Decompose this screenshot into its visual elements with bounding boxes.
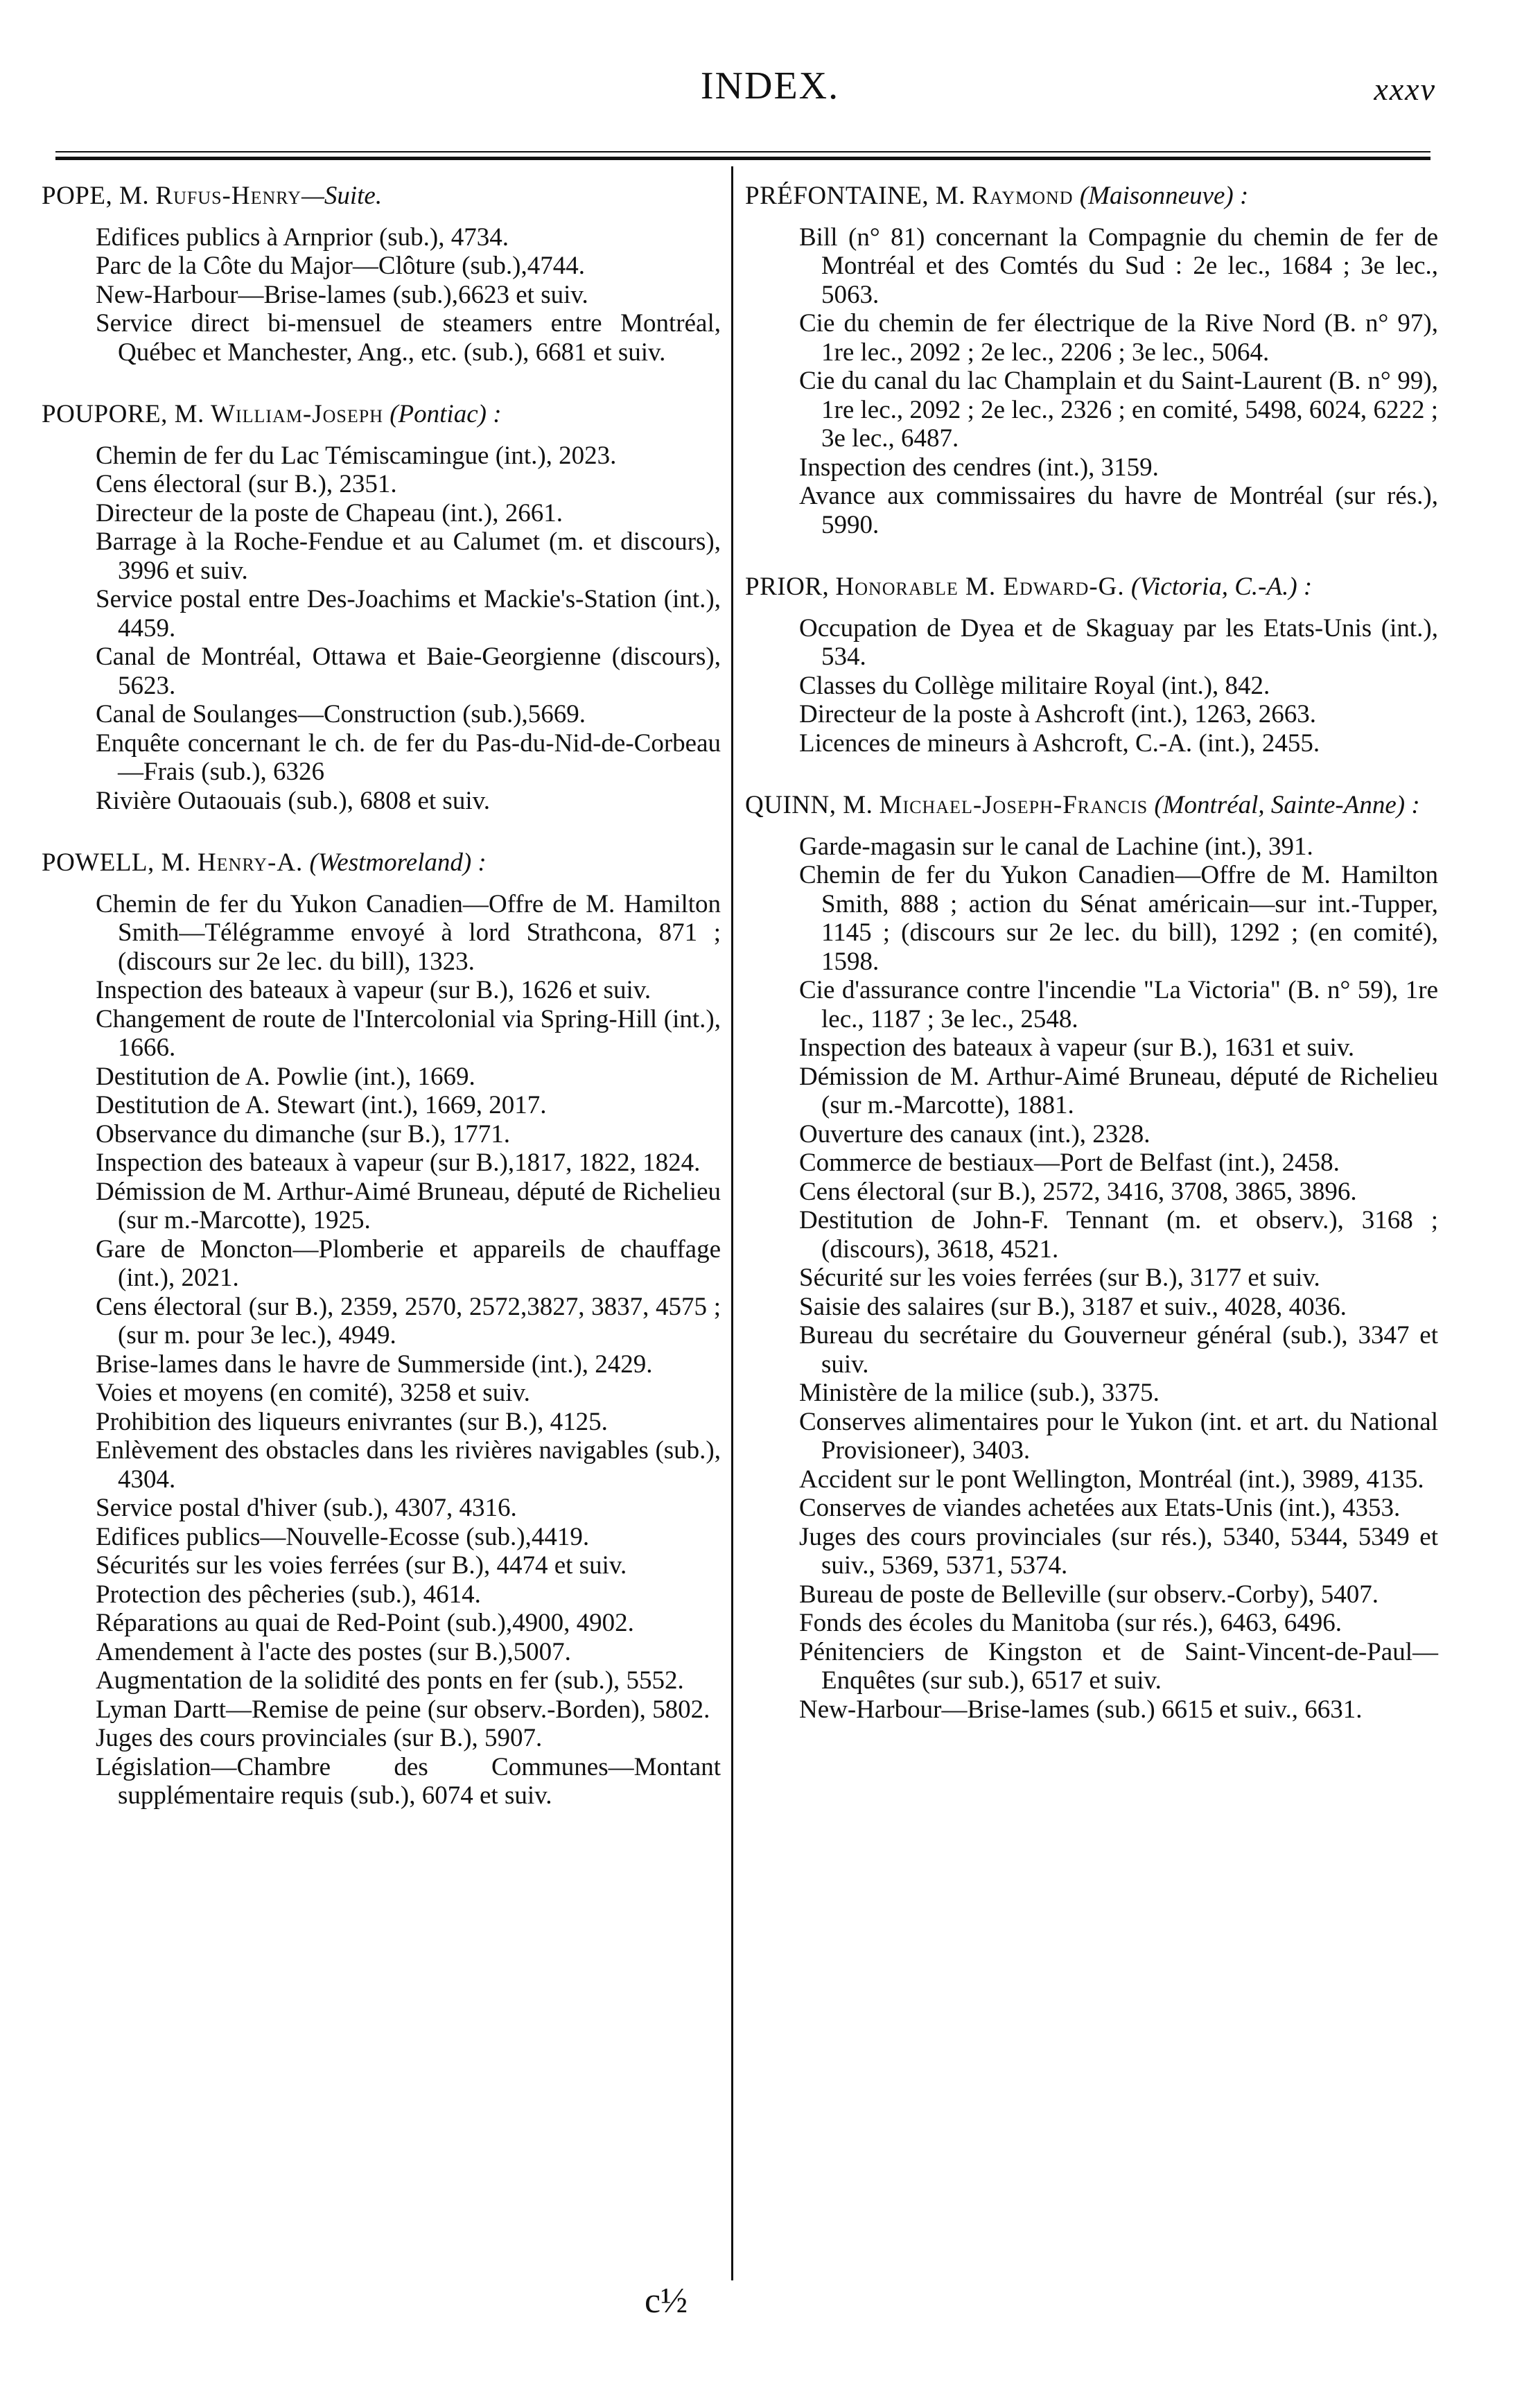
index-item: Inspection des bateaux à vapeur (sur B.), 1626 et suiv. (96, 976, 651, 1004)
continued-marker: —Suite. (301, 182, 383, 210)
index-item: Voies et moyens (en comité), 3258 et suiv. (96, 1379, 530, 1407)
entry-heading (745, 791, 1438, 820)
member-given-name: Raymond (972, 182, 1074, 210)
member-riding: (Pontiac) : (390, 400, 502, 428)
index-entry (42, 848, 721, 1810)
index-item: Canal de Soulanges—Construction (sub.),5669. (96, 700, 586, 728)
index-item: Juges des cours provinciales (sur rés.), 5340, 5344, 5349 et suiv., 5369, 5371, 5374. (799, 1522, 1438, 1580)
member-surname: POWELL, M. (42, 848, 191, 877)
entry-heading (42, 182, 721, 211)
index-item: Fonds des écoles du Manitoba (sur rés.), 6463, 6496. (799, 1609, 1342, 1637)
index-item: Accident sur le pont Wellington, Montréal (int.), 3989, 4135. (799, 1465, 1424, 1494)
column-divider (731, 166, 733, 2280)
index-item: Destitution de A. Powlie (int.), 1669. (96, 1062, 475, 1091)
index-item: Occupation de Dyea et de Skaguay par les Etats-Unis (int.), 534. (799, 613, 1438, 671)
index-item: Augmentation de la solidité des ponts en fer (sub.), 5552. (96, 1666, 684, 1695)
member-surname: POPE, M. (42, 182, 150, 210)
index-item: Prohibition des liqueurs enivrantes (sur B.), 4125. (96, 1407, 608, 1436)
entry-heading (745, 182, 1438, 211)
index-item: Cens électoral (sur B.), 2572, 3416, 3708, 3865, 3896. (799, 1177, 1357, 1206)
index-item: Amendement à l'acte des postes (sur B.),5007. (96, 1637, 571, 1666)
index-item: Bureau du secrétaire du Gouverneur général (sub.), 3347 et suiv. (799, 1321, 1438, 1379)
index-item: Bureau de poste de Belleville (sur observ.-Corby), 5407. (799, 1580, 1379, 1609)
index-item: Licences de mineurs à Ashcroft, C.-A. (int.), 2455. (799, 728, 1320, 758)
index-entry (42, 400, 721, 815)
member-given-name: Michael-Joseph-Francis (879, 791, 1148, 819)
member-surname: PRIOR, (745, 573, 830, 601)
index-item: Service direct bi-mensuel de steamers entre Montréal, Québec et Manchester, Ang., etc. (sub.), 6681 et suiv. (96, 309, 721, 367)
index-item: Pénitenciers de Kingston et de Saint-Vincent-de-Paul—Enquêtes (sur sub.), 6517 et suiv. (799, 1637, 1438, 1695)
index-item: Cie d'assurance contre l'incendie "La Victoria" (B. n° 59), 1re lec., 1187 ; 3e lec., 2548. (799, 976, 1438, 1033)
index-item: Inspection des bateaux à vapeur (sur B.),1817, 1822, 1824. (96, 1149, 701, 1177)
index-entry (745, 182, 1438, 539)
index-item: Gare de Moncton—Plomberie et appareils de chauffage (int.), 2021. (96, 1234, 721, 1292)
entry-heading (42, 848, 721, 878)
index-item: Enlèvement des obstacles dans les rivières navigables (sub.), 4304. (96, 1436, 721, 1494)
member-riding: (Victoria, C.-A.) : (1130, 573, 1313, 601)
member-surname: PRÉFONTAINE, M. (745, 182, 966, 210)
index-item: Destitution de A. Stewart (int.), 1669, 2017. (96, 1091, 547, 1119)
index-item: Cens électoral (sur B.), 2351. (96, 470, 397, 498)
page-header (0, 0, 1540, 125)
index-item: Ministère de la milice (sub.), 3375. (799, 1379, 1160, 1407)
index-item: Démission de M. Arthur-Aimé Bruneau, député de Richelieu (sur m.-Marcotte), 1881. (799, 1062, 1438, 1119)
index-item: Sécurités sur les voies ferrées (sur B.), 4474 et suiv. (96, 1551, 627, 1580)
index-item: Observance du dimanche (sur B.), 1771. (96, 1119, 510, 1149)
index-item: Réparations au quai de Red-Point (sub.),4900, 4902. (96, 1609, 634, 1637)
index-item: Législation—Chambre des Communes—Montant supplémentaire requis (sub.), 6074 et suiv. (96, 1752, 721, 1810)
index-item: Cie du canal du lac Champlain et du Saint-Laurent (B. n° 99), 1re lec., 2092 ; 2e lec., 2326 ; en comité, 5498, 6024, 6222 ; 3e lec., 6487. (799, 367, 1438, 453)
index-item: Edifices publics—Nouvelle-Ecosse (sub.),4419. (96, 1522, 590, 1551)
header-rule-thick (55, 157, 1430, 160)
index-item: Conserves alimentaires pour le Yukon (int. et art. du National Provisioneer), 3403. (799, 1407, 1438, 1465)
index-item: Inspection des cendres (int.), 3159. (799, 453, 1159, 482)
index-item: Service postal entre Des-Joachims et Mackie's-Station (int.), 4459. (96, 585, 721, 643)
index-item: Commerce de bestiaux—Port de Belfast (int.), 2458. (799, 1149, 1340, 1177)
index-item: Démission de M. Arthur-Aimé Bruneau, député de Richelieu (sur m.-Marcotte), 1925. (96, 1177, 721, 1234)
member-given-name: Henry-A. (197, 848, 304, 877)
index-item: Protection des pêcheries (sub.), 4614. (96, 1580, 481, 1609)
index-item: Sécurité sur les voies ferrées (sur B.), 3177 et suiv. (799, 1264, 1320, 1292)
index-item: Enquête concernant le ch. de fer du Pas-du-Nid-de-Corbeau—Frais (sub.), 6326 (96, 728, 721, 786)
index-item: New-Harbour—Brise-lames (sub.) 6615 et suiv., 6631. (799, 1695, 1363, 1724)
index-item: Service postal d'hiver (sub.), 4307, 4316. (96, 1494, 517, 1522)
member-riding: (Montréal, Sainte-Anne) : (1154, 791, 1420, 819)
index-item: New-Harbour—Brise-lames (sub.),6623 et suiv. (96, 280, 588, 309)
index-item: Directeur de la poste de Chapeau (int.), 2661. (96, 498, 563, 527)
index-entry (42, 182, 721, 367)
entry-item-list (42, 890, 721, 1810)
entry-heading (745, 573, 1438, 602)
index-item: Chemin de fer du Lac Témiscamingue (int.), 2023. (96, 441, 617, 470)
left-column (42, 182, 721, 1844)
entry-item-list (42, 223, 721, 367)
index-item: Canal de Montréal, Ottawa et Baie-Georgienne (discours), 5623. (96, 643, 721, 700)
index-item: Rivière Outaouais (sub.), 6808 et suiv. (96, 786, 490, 815)
index-item: Classes du Collège militaire Royal (int.), 842. (799, 671, 1270, 700)
page-title: INDEX. (700, 64, 840, 107)
member-surname: POUPORE, M. (42, 400, 204, 428)
index-entry (745, 791, 1438, 1724)
index-item: Juges des cours provinciales (sur B.), 5907. (96, 1724, 543, 1752)
entry-item-list (42, 442, 721, 816)
index-item: Avance aux commissaires du havre de Montréal (sur rés.), 5990. (799, 482, 1438, 539)
index-item: Lyman Dartt—Remise de peine (sur observ.-Borden), 5802. (96, 1695, 710, 1724)
signature-mark: c½ (645, 2281, 688, 2321)
index-item: Saisie des salaires (sur B.), 3187 et suiv., 4028, 4036. (799, 1292, 1347, 1321)
index-item: Edifices publics à Arnprior (sub.), 4734. (96, 222, 509, 252)
index-item: Chemin de fer du Yukon Canadien—Offre de M. Hamilton Smith, 888 ; action du Sénat américain—sur int.-Tupper, 1145 ; (discours sur 2e lec. du bill), 1292 ; (en comité), 1598. (799, 861, 1438, 976)
index-item: Conserves de viandes achetées aux Etats-Unis (int.), 4353. (799, 1494, 1401, 1522)
member-riding: (Westmoreland) : (309, 848, 487, 877)
index-item: Destitution de John-F. Tennant (m. et observ.), 3168 ; (discours), 3618, 4521. (799, 1206, 1438, 1264)
index-item: Cie du chemin de fer électrique de la Rive Nord (B. n° 97), 1re lec., 2092 ; 2e lec., 2206 ; 3e lec., 5064. (799, 309, 1438, 367)
index-item: Changement de route de l'Intercolonial via Spring-Hill (int.), 1666. (96, 1004, 721, 1062)
index-item: Chemin de fer du Yukon Canadien—Offre de M. Hamilton Smith—Télégramme envoyé à lord Strathcona, 871 ; (discours sur 2e lec. du bill), 1323. (96, 889, 721, 976)
entry-item-list (745, 614, 1438, 758)
entry-heading (42, 400, 721, 429)
member-surname: QUINN, M. (745, 791, 873, 819)
index-item: Parc de la Côte du Major—Clôture (sub.),4744. (96, 252, 585, 280)
page-number: xxxv (1374, 71, 1436, 107)
index-item: Inspection des bateaux à vapeur (sur B.), 1631 et suiv. (799, 1033, 1355, 1062)
index-entry (745, 573, 1438, 758)
index-item: Brise-lames dans le havre de Summerside (int.), 2429. (96, 1350, 653, 1379)
index-item: Cens électoral (sur B.), 2359, 2570, 2572,3827, 3837, 4575 ; (sur m. pour 3e lec.), 4949. (96, 1292, 721, 1350)
header-rule-thin (55, 151, 1430, 152)
member-given-name: Rufus-Henry (155, 182, 301, 210)
member-given-name: Honorable M. Edward-G. (835, 573, 1125, 601)
right-column (745, 182, 1438, 1757)
member-riding: (Maisonneuve) : (1079, 182, 1249, 210)
index-item: Garde-magasin sur le canal de Lachine (int.), 391. (799, 832, 1313, 861)
entry-item-list (745, 832, 1438, 1725)
index-item: Barrage à la Roche-Fendue et au Calumet (m. et discours), 3996 et suiv. (96, 527, 721, 585)
index-item: Bill (n° 81) concernant la Compagnie du chemin de fer de Montréal et des Comtés du Sud : 2e lec., 1684 ; 3e lec., 5063. (799, 222, 1438, 309)
index-item: Directeur de la poste à Ashcroft (int.), 1263, 2663. (799, 700, 1316, 728)
entry-item-list (745, 223, 1438, 540)
member-given-name: William-Joseph (211, 400, 383, 428)
index-item: Ouverture des canaux (int.), 2328. (799, 1119, 1150, 1149)
